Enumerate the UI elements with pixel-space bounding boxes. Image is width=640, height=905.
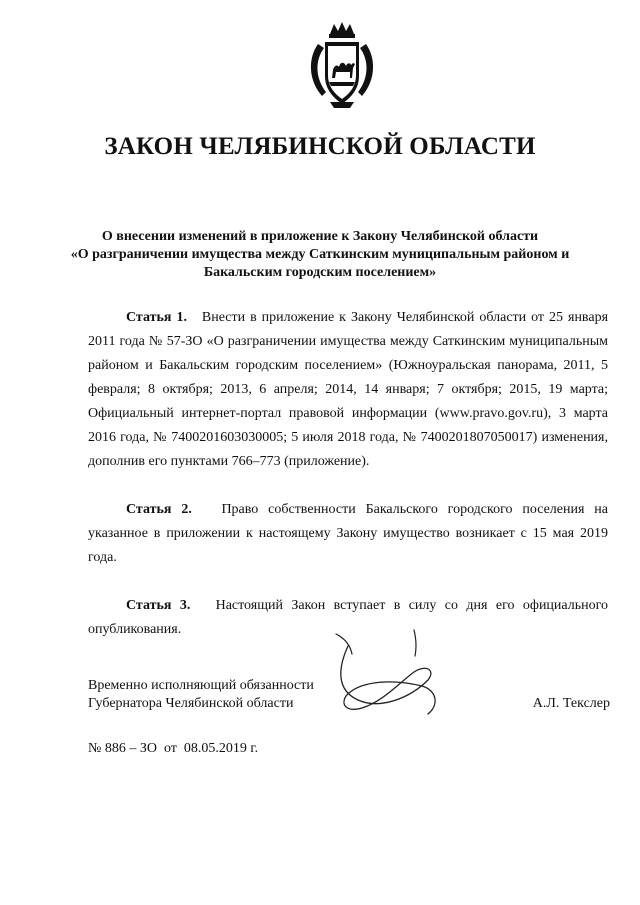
signatory-position: [88, 677, 314, 713]
subtitle-line: «О разграничении имущества между Саткинским муниципальным районом и: [70, 247, 570, 262]
article-text: Внести в приложение к Закону Челябинской области от 25 января 2011 года № 57-ЗО «О разграничении имущества между Саткинским муниципальным районом и Бакальским городским поселением» (Южноуральская панорама, 2011, 5 февраля; 8 октября; 2013, 6 апреля; 2014, 14 января; 7 октября; 2015, 19 марта; Официальный интернет-портал правовой информации (www.pravo.gov.ru), 3 марта 2016 года, № 7400201603030005; 5 июля 2018 года, № 7400201807050017) изменения, дополнив его пунктами 766–773 (приложение).: [88, 310, 609, 469]
subtitle-line: О внесении изменений в приложение к Закону Челябинской области: [101, 229, 539, 244]
article-text: Право собственности Бакальского городского поселения на указанное в приложении к настоящему Закону имущество возникает с 15 мая 2019 года.: [88, 502, 608, 565]
article-2: [88, 498, 608, 570]
handwritten-signature: [318, 628, 468, 728]
article-heading: Статья 3.: [126, 598, 191, 613]
signatory-name: А.Л. Текслер: [532, 696, 610, 711]
registration-number: № 886 – ЗО от 08.05.2019 г.: [88, 741, 259, 756]
article-heading: Статья 1.: [126, 310, 187, 325]
law-subtitle: [70, 228, 570, 282]
signatory-position-line: Губернатора Челябинской области: [88, 696, 294, 711]
signatory-position-line: Временно исполняющий обязанности: [88, 678, 314, 693]
coat-of-arms-emblem: [300, 20, 384, 112]
article-text: Настоящий Закон вступает в силу со дня его официального опубликования.: [88, 598, 609, 637]
article-heading: Статья 2.: [126, 502, 192, 517]
article-1: [88, 306, 608, 474]
subtitle-line: Бакальским городским поселением»: [203, 265, 437, 280]
law-title: ЗАКОН ЧЕЛЯБИНСКОЙ ОБЛАСТИ: [104, 133, 536, 160]
